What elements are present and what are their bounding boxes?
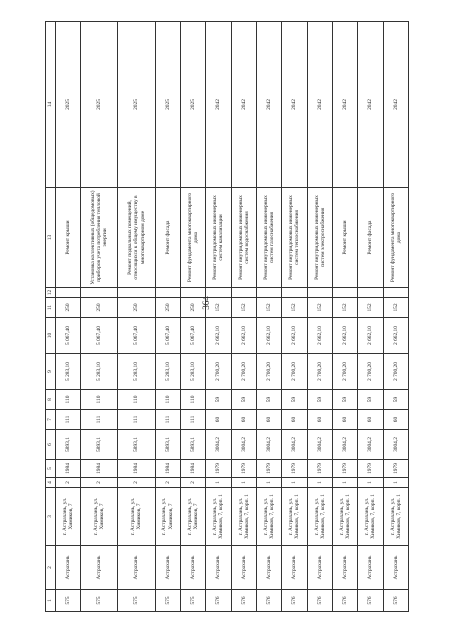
year-cell: 1979 <box>332 460 357 478</box>
year-planned-cell: 2042 <box>231 22 256 188</box>
year-cell: 1979 <box>231 460 256 478</box>
living-area-cell: 2 700,20 <box>256 354 281 390</box>
floors-cell: 1 <box>206 478 231 488</box>
row-number-cell: 576 <box>231 590 256 612</box>
work-type-cell: Ремонт внутридомовых инженерных систем канализации <box>206 188 231 288</box>
year-cell: 1979 <box>206 460 231 478</box>
living-area-cell: 2 700,20 <box>231 354 256 390</box>
empty-cell <box>155 288 180 298</box>
address-cell: г. Астрахань, ул. Химиков, 7 <box>118 488 155 546</box>
floors-cell: 2 <box>81 478 118 488</box>
floors-cell: 1 <box>383 478 408 488</box>
residential-units-cell: 110 <box>56 390 81 410</box>
address-cell: г. Астрахань, ул. Химиков, 7, корп. 1 <box>358 488 383 546</box>
residential-units-cell: 59 <box>256 390 281 410</box>
apartments-cell: 111 <box>155 410 180 430</box>
living-area-cell: 2 700,20 <box>282 354 307 390</box>
residential-units-cell: 59 <box>282 390 307 410</box>
total-area-cell: 3004,2 <box>231 430 256 460</box>
work-type-cell: Ремонт внутридомовых инженерных систем водоснабжения <box>231 188 256 288</box>
table-row <box>282 22 307 612</box>
year-planned-cell: 2025 <box>56 22 81 188</box>
residents-cell: 152 <box>332 298 357 318</box>
empty-cell <box>358 288 383 298</box>
empty-cell <box>206 288 231 298</box>
column-number: 8 <box>46 390 56 410</box>
living-area-cell: 5 283,10 <box>180 354 205 390</box>
floors-cell: 2 <box>180 478 205 488</box>
total-area-cell: 3004,2 <box>206 430 231 460</box>
apartments-cell: 111 <box>81 410 118 430</box>
year-planned-cell: 2025 <box>81 22 118 188</box>
year-cell: 1979 <box>307 460 332 478</box>
apartments-cell: 111 <box>118 410 155 430</box>
rotated-table-wrapper <box>45 22 409 612</box>
row-number-cell: 576 <box>383 590 408 612</box>
living-area-cell: 5 283,10 <box>155 354 180 390</box>
resident-area-cell: 5 067,40 <box>81 318 118 354</box>
living-area-cell: 2 700,20 <box>383 354 408 390</box>
address-cell: г. Астрахань, ул. Химиков, 7, корп. 1 <box>383 488 408 546</box>
address-cell: г. Астрахань, ул. Химиков, 7 <box>81 488 118 546</box>
floors-cell: 1 <box>282 478 307 488</box>
year-planned-cell: 2042 <box>332 22 357 188</box>
row-number-cell: 576 <box>332 590 357 612</box>
city-cell: Астрахань <box>332 546 357 590</box>
year-cell: 1984 <box>155 460 180 478</box>
year-planned-cell: 2042 <box>206 22 231 188</box>
floors-cell: 1 <box>307 478 332 488</box>
residential-units-cell: 59 <box>332 390 357 410</box>
total-area-cell: 3004,2 <box>383 430 408 460</box>
year-cell: 1979 <box>358 460 383 478</box>
city-cell: Астрахань <box>256 546 281 590</box>
residents-cell: 250 <box>180 298 205 318</box>
city-cell: Астрахань <box>282 546 307 590</box>
living-area-cell: 2 700,20 <box>206 354 231 390</box>
table-row <box>118 22 155 612</box>
apartments-cell: 60 <box>282 410 307 430</box>
resident-area-cell: 2 662,10 <box>231 318 256 354</box>
city-cell: Астрахань <box>231 546 256 590</box>
residents-cell: 152 <box>231 298 256 318</box>
year-cell: 1984 <box>180 460 205 478</box>
year-planned-cell: 2025 <box>118 22 155 188</box>
column-number: 4 <box>46 478 56 488</box>
city-cell: Астрахань <box>56 546 81 590</box>
city-cell: Астрахань <box>155 546 180 590</box>
total-area-cell: 5893,1 <box>155 430 180 460</box>
table-row <box>56 22 81 612</box>
housing-repair-table <box>45 21 409 612</box>
resident-area-cell: 5 067,40 <box>118 318 155 354</box>
resident-area-cell: 5 067,40 <box>155 318 180 354</box>
apartments-cell: 60 <box>206 410 231 430</box>
city-cell: Астрахань <box>81 546 118 590</box>
empty-cell <box>81 288 118 298</box>
living-area-cell: 2 700,20 <box>307 354 332 390</box>
empty-cell <box>231 288 256 298</box>
residential-units-cell: 110 <box>180 390 205 410</box>
residents-cell: 250 <box>56 298 81 318</box>
residents-cell: 152 <box>256 298 281 318</box>
residential-units-cell: 59 <box>307 390 332 410</box>
work-type-cell: Ремонт внутридомовых инженерных систем газоснабжения <box>256 188 281 288</box>
floors-cell: 2 <box>118 478 155 488</box>
city-cell: Астрахань <box>307 546 332 590</box>
year-planned-cell: 2025 <box>155 22 180 188</box>
address-cell: г. Астрахань, ул. Химиков, 7 <box>56 488 81 546</box>
column-number: 10 <box>46 318 56 354</box>
address-cell: г. Астрахань, ул. Химиков, 7, корп. 1 <box>231 488 256 546</box>
city-cell: Астрахань <box>118 546 155 590</box>
resident-area-cell: 2 662,10 <box>358 318 383 354</box>
year-cell: 1984 <box>81 460 118 478</box>
residents-cell: 250 <box>155 298 180 318</box>
column-number: 13 <box>46 188 56 288</box>
resident-area-cell: 2 662,10 <box>282 318 307 354</box>
year-planned-cell: 2042 <box>256 22 281 188</box>
row-number-cell: 576 <box>256 590 281 612</box>
row-number-cell: 575 <box>180 590 205 612</box>
column-number: 1 <box>46 590 56 612</box>
work-type-cell: Ремонт крыши <box>56 188 81 288</box>
year-planned-cell: 2042 <box>307 22 332 188</box>
column-number: 14 <box>46 22 56 188</box>
apartments-cell: 60 <box>332 410 357 430</box>
work-type-cell: Ремонт фундамента многоквартирного дома <box>180 188 205 288</box>
work-type-cell: Ремонт фасада <box>155 188 180 288</box>
living-area-cell: 2 700,20 <box>332 354 357 390</box>
living-area-cell: 2 700,20 <box>358 354 383 390</box>
apartments-cell: 60 <box>231 410 256 430</box>
total-area-cell: 3004,2 <box>282 430 307 460</box>
row-number-cell: 575 <box>155 590 180 612</box>
table-row <box>358 22 383 612</box>
residents-cell: 152 <box>383 298 408 318</box>
residential-units-cell: 110 <box>81 390 118 410</box>
city-cell: Астрахань <box>180 546 205 590</box>
row-number-cell: 575 <box>56 590 81 612</box>
residents-cell: 250 <box>81 298 118 318</box>
column-number: 2 <box>46 546 56 590</box>
work-type-cell: Ремонт внутридомовых инженерных систем электроснабжения <box>307 188 332 288</box>
total-area-cell: 3004,2 <box>332 430 357 460</box>
residential-units-cell: 110 <box>155 390 180 410</box>
column-number-row <box>46 22 56 612</box>
resident-area-cell: 2 662,10 <box>206 318 231 354</box>
row-number-cell: 576 <box>206 590 231 612</box>
floors-cell: 2 <box>155 478 180 488</box>
table-row <box>256 22 281 612</box>
empty-cell <box>282 288 307 298</box>
empty-cell <box>332 288 357 298</box>
column-number: 12 <box>46 288 56 298</box>
year-cell: 1979 <box>282 460 307 478</box>
empty-cell <box>118 288 155 298</box>
total-area-cell: 3004,2 <box>256 430 281 460</box>
year-planned-cell: 2042 <box>358 22 383 188</box>
year-cell: 1979 <box>256 460 281 478</box>
total-area-cell: 5893,1 <box>118 430 155 460</box>
table-body <box>46 22 409 612</box>
resident-area-cell: 2 662,10 <box>332 318 357 354</box>
apartments-cell: 60 <box>383 410 408 430</box>
residential-units-cell: 59 <box>358 390 383 410</box>
column-number: 5 <box>46 460 56 478</box>
column-number: 7 <box>46 410 56 430</box>
residents-cell: 250 <box>118 298 155 318</box>
row-number-cell: 575 <box>118 590 155 612</box>
address-cell: г. Астрахань, ул. Химиков, 7 <box>155 488 180 546</box>
year-cell: 1984 <box>118 460 155 478</box>
table-row <box>206 22 231 612</box>
residents-cell: 152 <box>307 298 332 318</box>
empty-cell <box>256 288 281 298</box>
work-type-cell: Ремонт внутридомовых инженерных систем теплоснабжения <box>282 188 307 288</box>
year-planned-cell: 2042 <box>383 22 408 188</box>
total-area-cell: 5893,1 <box>180 430 205 460</box>
page-number: 364 <box>201 296 211 310</box>
empty-cell <box>307 288 332 298</box>
work-type-cell: Ремонт фасада <box>358 188 383 288</box>
address-cell: г. Астрахань, ул. Химиков, 7 <box>180 488 205 546</box>
residents-cell: 152 <box>206 298 231 318</box>
year-cell: 1984 <box>56 460 81 478</box>
residential-units-cell: 110 <box>118 390 155 410</box>
year-planned-cell: 2042 <box>282 22 307 188</box>
table-row <box>383 22 408 612</box>
column-number: 6 <box>46 430 56 460</box>
residential-units-cell: 59 <box>206 390 231 410</box>
row-number-cell: 575 <box>81 590 118 612</box>
residents-cell: 152 <box>358 298 383 318</box>
row-number-cell: 576 <box>358 590 383 612</box>
work-type-cell: Ремонт подвальных помещений, относящихся к общему имуществу в многоквартирном доме <box>118 188 155 288</box>
city-cell: Астрахань <box>358 546 383 590</box>
apartments-cell: 111 <box>180 410 205 430</box>
table-row <box>180 22 205 612</box>
address-cell: г. Астрахань, ул. Химиков, 7, корп. 1 <box>256 488 281 546</box>
living-area-cell: 5 283,10 <box>81 354 118 390</box>
table-row <box>155 22 180 612</box>
address-cell: г. Астрахань, ул. Химиков, 7, корп. 1 <box>282 488 307 546</box>
address-cell: г. Астрахань, ул. Химиков, 7, корп. 1 <box>332 488 357 546</box>
year-cell: 1979 <box>383 460 408 478</box>
address-cell: г. Астрахань, ул. Химиков, 7, корп. 1 <box>307 488 332 546</box>
row-number-cell: 576 <box>307 590 332 612</box>
living-area-cell: 5 283,10 <box>118 354 155 390</box>
apartments-cell: 111 <box>56 410 81 430</box>
resident-area-cell: 2 662,10 <box>256 318 281 354</box>
total-area-cell: 3004,2 <box>358 430 383 460</box>
resident-area-cell: 5 067,40 <box>180 318 205 354</box>
floors-cell: 1 <box>358 478 383 488</box>
floors-cell: 1 <box>231 478 256 488</box>
floors-cell: 1 <box>256 478 281 488</box>
resident-area-cell: 5 067,40 <box>56 318 81 354</box>
floors-cell: 1 <box>332 478 357 488</box>
apartments-cell: 60 <box>358 410 383 430</box>
row-number-cell: 576 <box>282 590 307 612</box>
year-planned-cell: 2025 <box>180 22 205 188</box>
work-type-cell: Ремонт крыши <box>332 188 357 288</box>
apartments-cell: 60 <box>307 410 332 430</box>
resident-area-cell: 2 662,10 <box>307 318 332 354</box>
residents-cell: 152 <box>282 298 307 318</box>
resident-area-cell: 2 662,10 <box>383 318 408 354</box>
floors-cell: 2 <box>56 478 81 488</box>
living-area-cell: 5 283,10 <box>56 354 81 390</box>
column-number: 11 <box>46 298 56 318</box>
empty-cell <box>56 288 81 298</box>
table-row <box>81 22 118 612</box>
empty-cell <box>383 288 408 298</box>
city-cell: Астрахань <box>206 546 231 590</box>
city-cell: Астрахань <box>383 546 408 590</box>
address-cell: г. Астрахань, ул. Химиков, 7, корп. 1 <box>206 488 231 546</box>
total-area-cell: 5893,1 <box>81 430 118 460</box>
column-number: 3 <box>46 488 56 546</box>
column-number: 9 <box>46 354 56 390</box>
work-type-cell: Ремонт фундамента многоквартирного дома <box>383 188 408 288</box>
residential-units-cell: 59 <box>231 390 256 410</box>
total-area-cell: 5893,1 <box>56 430 81 460</box>
table-row <box>332 22 357 612</box>
total-area-cell: 3004,2 <box>307 430 332 460</box>
apartments-cell: 60 <box>256 410 281 430</box>
table-row <box>307 22 332 612</box>
table-row <box>231 22 256 612</box>
empty-cell <box>180 288 205 298</box>
work-type-cell: Установка коллективных (общедомовых) приборов учета потребления тепловой энергии <box>81 188 118 288</box>
residential-units-cell: 59 <box>383 390 408 410</box>
